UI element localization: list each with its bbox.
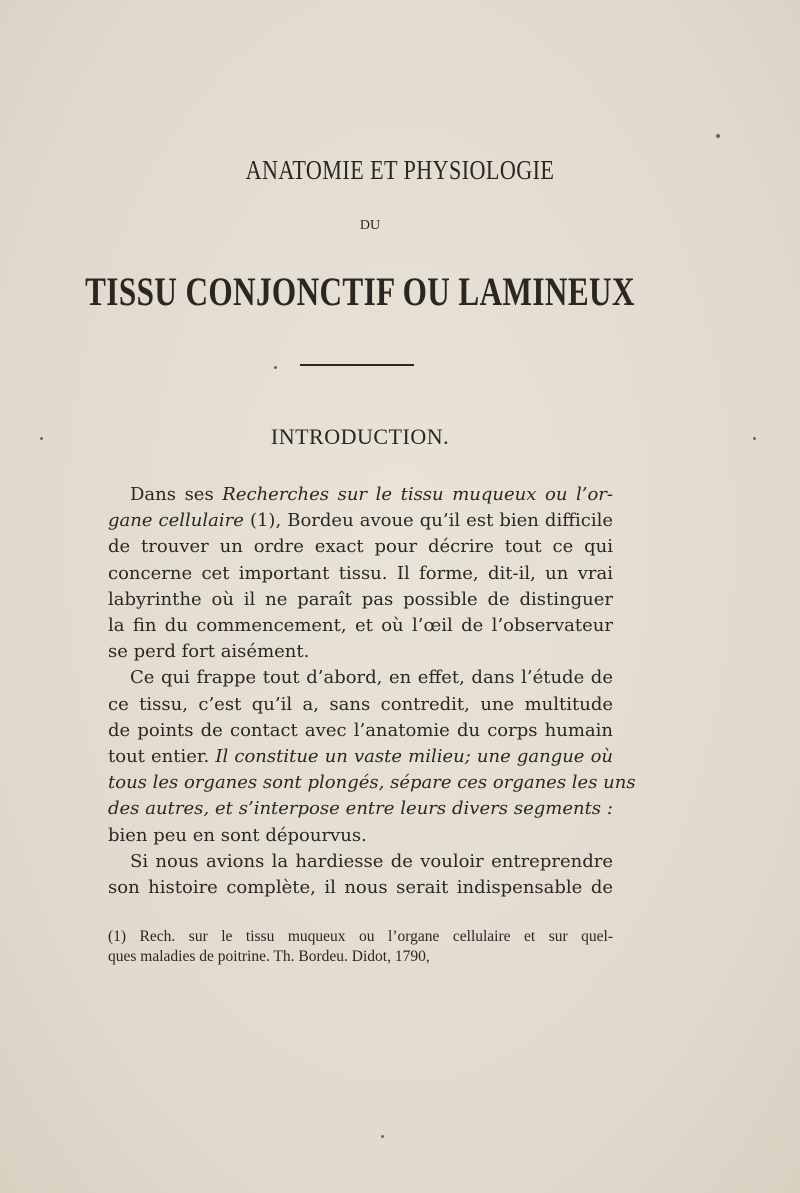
main-title: TISSU CONJONCTIF OU LAMINEUX [85,269,635,314]
paragraph-3 [108,849,613,901]
paper-speck [381,1135,384,1138]
body-text [108,482,636,901]
text-line [108,770,636,796]
text-line: ce tissu, c’est qu’il a, sans contredit, une multitude [108,693,613,715]
text-line [108,508,613,534]
text-line [108,796,613,822]
italic-run: Il constitue un vaste milieu; une gangue où [215,746,614,768]
text-line: Ce qui frappe tout d’abord, en effet, dans l’étude de [130,667,613,689]
italic-run: gane cellulaire [108,510,244,532]
italic-run: des autres, et s’interpose entre leurs divers segments : [108,798,613,820]
text-line [108,482,613,508]
footnote [108,927,613,967]
italic-run: Recherches sur le tissu muqueux ou l’or- [222,484,613,505]
text-run: tout entier. [108,746,216,768]
text-run: Dans ses [130,484,223,505]
paper-speck [274,366,277,369]
footnote-line: ques maladies de poitrine. Th. Bordeu. Didot, 1790, [108,948,430,965]
text-run: (1), Bordeu avoue qu’il est bien difficile [243,510,614,532]
paper-speck [40,437,43,440]
header-connector: DU [359,218,381,233]
text-line [108,744,613,770]
text-line: concerne cet important tissu. Il forme, dit-il, un vrai [108,562,613,584]
paper-speck [716,134,720,138]
text-line: de trouver un ordre exact pour décrire tout ce qui [108,536,613,558]
text-line: la fin du commencement, et où l’œil de l’observateur [108,615,613,637]
text-line: son histoire complète, il nous serait indispensable de [108,877,613,899]
italic-run: tous les organes sont plongés, sépare ces organes les uns [108,772,636,794]
header-top-line: ANATOMIE ET PHYSIOLOGIE [245,155,555,185]
paragraph-2 [108,665,636,848]
text-line: se perd fort aisément. [108,641,310,663]
title-rule [300,364,414,366]
paper-speck [753,437,756,440]
text-line: labyrinthe où il ne paraît pas possible de distinguer [108,588,613,610]
footnote-line: (1) Rech. sur le tissu muqueux ou l’organe cellulaire et sur quel- [108,928,613,945]
paragraph-1 [108,482,613,665]
text-line: Si nous avions la hardiesse de vouloir entreprendre [130,850,613,872]
section-heading: INTRODUCTION. [270,424,450,449]
text-line: bien peu en sont dépourvus. [108,824,367,846]
text-line: de points de contact avec l’anatomie du corps humain [108,719,613,741]
